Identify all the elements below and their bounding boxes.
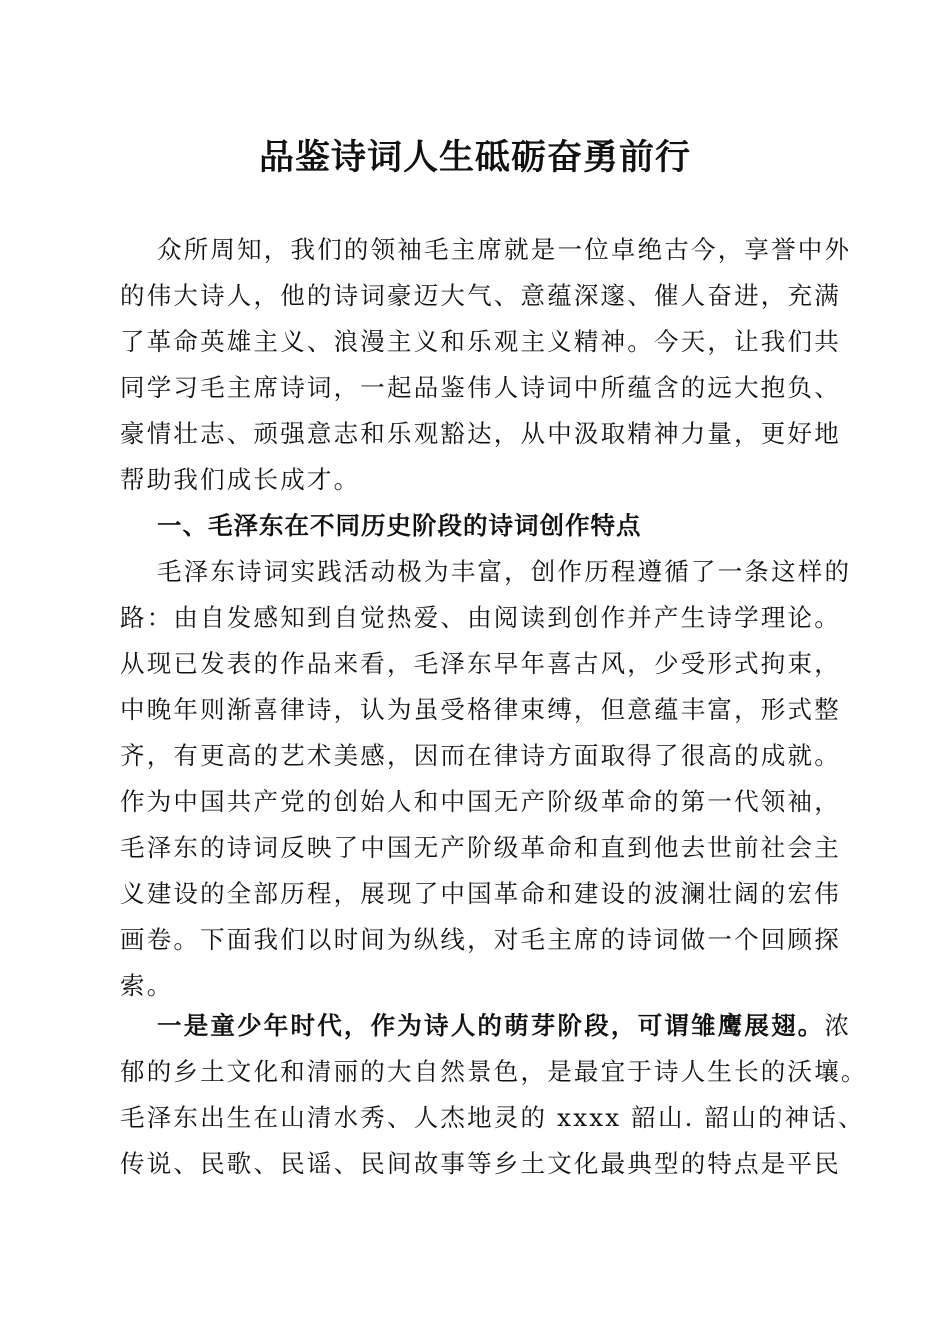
intro-paragraph [120, 227, 852, 503]
document-title: 品鉴诗词人生砥砺奋勇前行 [258, 137, 691, 178]
text-line: 作为中国共产党的创始人和中国无产阶级革命的第一代领袖， [120, 787, 841, 816]
text-line: 索。 [120, 971, 174, 1000]
paragraph-childhood [120, 1003, 868, 1187]
section-1 [120, 503, 852, 1009]
text-line: 义建设的全部历程，展现了中国革命和建设的波澜壮阔的宏伟 [120, 879, 841, 908]
text-line: 毛泽东诗词实践活动极为丰富，创作历程遵循了一条这样的 [157, 557, 852, 586]
text-line [120, 1003, 852, 1049]
text-line: 毛泽东出生在山清水秀、人杰地灵的 xxxx 韶山. 韶山的神话、 [120, 1103, 865, 1132]
text-line: 帮助我们成长成才。 [120, 465, 361, 494]
text-fragment: 浓 [824, 1011, 852, 1040]
text-line: 郁的乡土文化和清丽的大自然景色，是最宜于诗人生长的沃壤。 [120, 1057, 868, 1086]
text-line: 中晚年则渐喜律诗，认为虽受格律束缚，但意蕴丰富，形式整 [120, 695, 841, 724]
text-line: 毛泽东的诗词反映了中国无产阶级革命和直到他去世前社会主 [120, 833, 841, 862]
text-line: 了革命英雄主义、浪漫主义和乐观主义精神。今天，让我们共 [120, 327, 841, 356]
text-line: 齐，有更高的艺术美感，因而在律诗方面取得了很高的成就。 [120, 741, 841, 770]
text-line: 传说、民歌、民谣、民间故事等乡土文化最典型的特点是平民 [120, 1149, 841, 1178]
text-line: 豪情壮志、顽强意志和乐观豁达，从中汲取精神力量，更好地 [120, 419, 841, 448]
text-line: 路：由自发感知到自觉热爱、由阅读到创作并产生诗学理论。 [120, 603, 841, 632]
bold-lead-sentence: 一是童少年时代，作为诗人的萌芽阶段，可谓雏鹰展翅。 [157, 1011, 825, 1040]
text-line: 从现已发表的作品来看，毛泽东早年喜古风，少受形式拘束， [120, 649, 841, 678]
text-line: 众所周知，我们的领袖毛主席就是一位卓绝古今，享誉中外 [157, 235, 852, 264]
section-heading: 一、毛泽东在不同历史阶段的诗词创作特点 [157, 511, 642, 540]
text-line: 画卷。下面我们以时间为纵线，对毛主席的诗词做一个回顾探 [120, 925, 841, 954]
text-line: 同学习毛主席诗词，一起品鉴伟人诗词中所蕴含的远大抱负、 [120, 373, 841, 402]
text-line: 的伟大诗人，他的诗词豪迈大气、意蕴深邃、催人奋进，充满 [120, 281, 841, 310]
